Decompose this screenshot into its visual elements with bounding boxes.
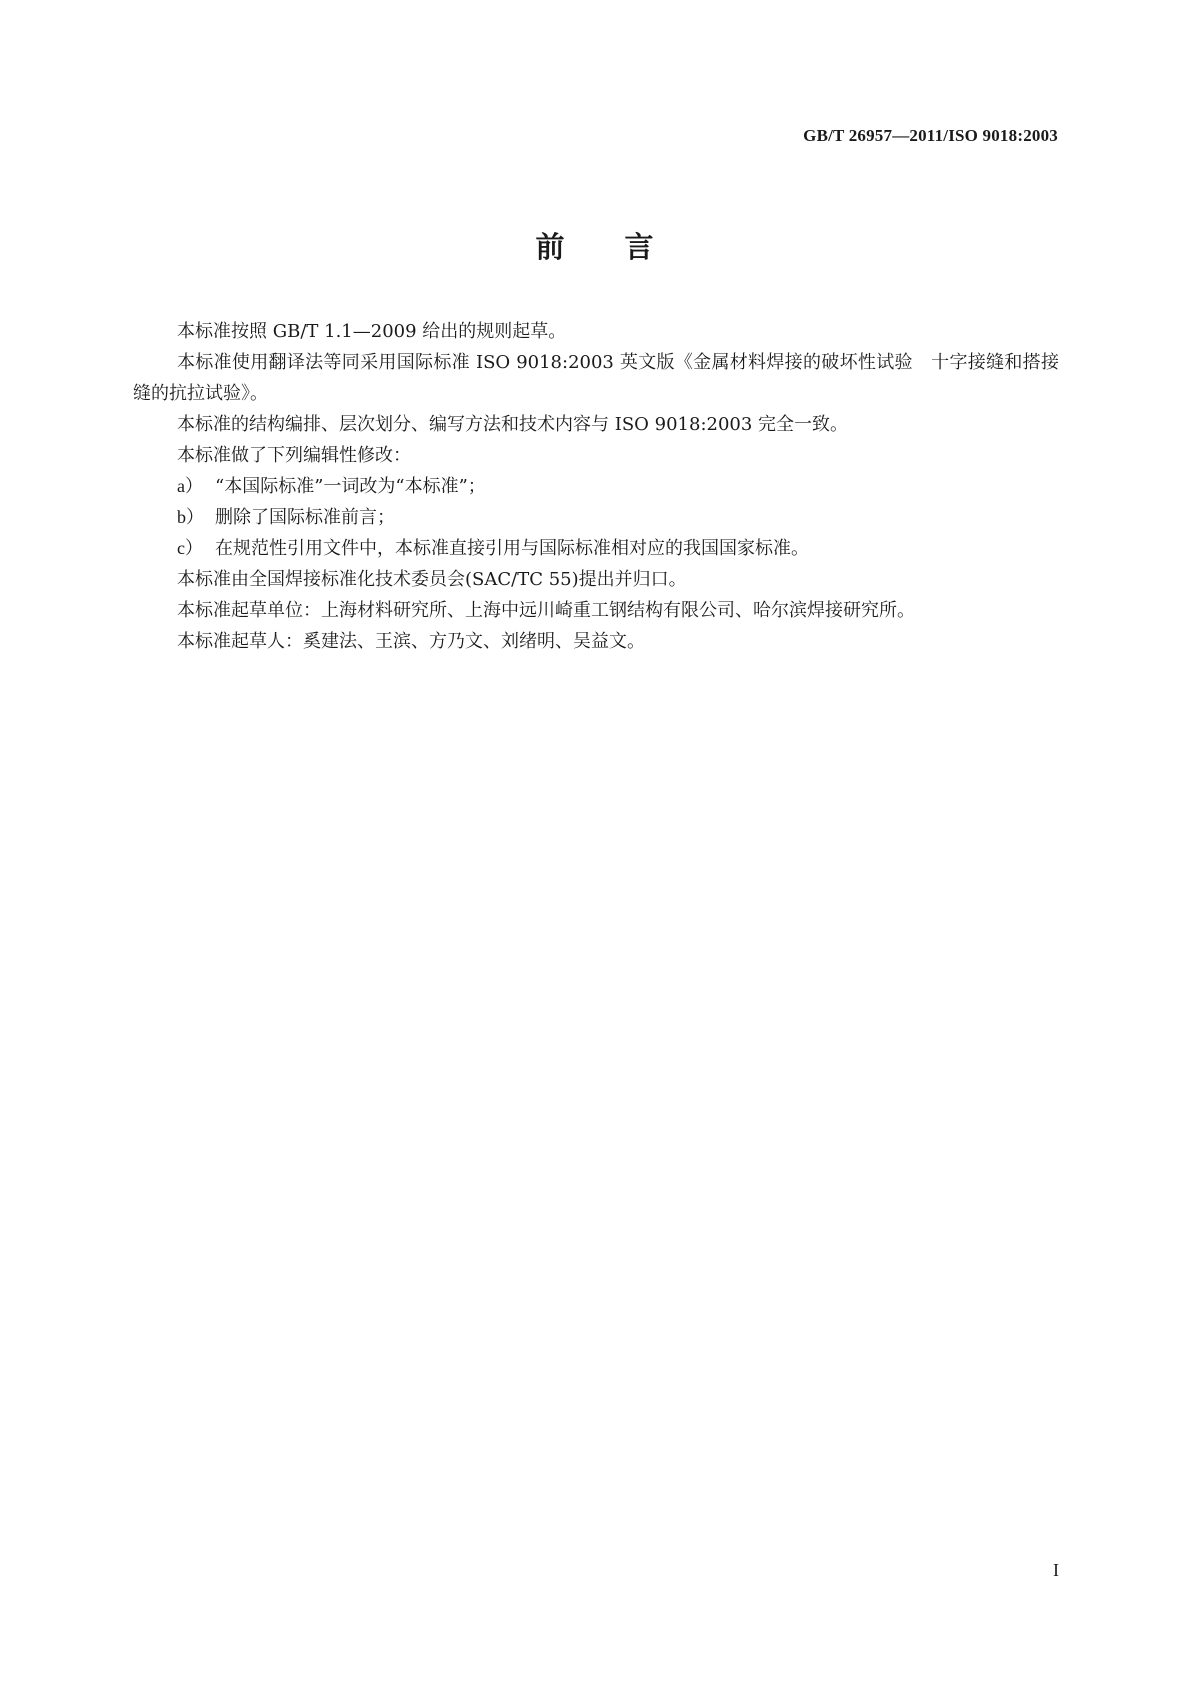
title-char-2: 言 — [624, 230, 656, 264]
page-number: I — [1053, 1560, 1059, 1580]
list-item-text: 在规范性引用文件中，本标准直接引用与国际标准相对应的我国国家标准。 — [215, 538, 809, 559]
foreword-body — [133, 316, 1059, 657]
list-item — [133, 502, 1059, 533]
paragraph-edits-intro: 本标准做了下列编辑性修改： — [177, 445, 411, 466]
paragraph-drafting-units: 本标准起草单位：上海材料研究所、上海中远川崎重工钢结构有限公司、哈尔滨焊接研究所。 — [177, 600, 915, 621]
paragraph-drafters: 本标准起草人：奚建法、王滨、方乃文、刘绪明、吴益文。 — [177, 631, 645, 652]
list-marker: b） — [177, 507, 204, 527]
paragraph-drafting-rules: 本标准按照 GB/T 1.1—2009 给出的规则起草。 — [177, 321, 567, 342]
list-item — [133, 471, 1059, 502]
paragraph-consistency: 本标准的结构编排、层次划分、编写方法和技术内容与 ISO 9018:2003 完全一致。 — [177, 414, 849, 435]
title-char-1: 前 — [535, 230, 567, 264]
paragraph-proposer: 本标准由全国焊接标准化技术委员会(SAC/TC 55)提出并归口。 — [177, 569, 687, 590]
list-item-text: 删除了国际标准前言； — [215, 507, 395, 528]
list-marker: a） — [177, 476, 203, 496]
page-title — [0, 225, 1191, 266]
paragraph-adoption: 本标准使用翻译法等同采用国际标准 ISO 9018:2003 英文版《金属材料焊接的破坏性试验 十字接缝和搭接缝的抗拉试验》。 — [133, 352, 1059, 404]
list-item-text: “本国际标准”一词改为“本标准”； — [215, 476, 486, 497]
list-marker: c） — [177, 538, 203, 558]
list-item — [133, 533, 1059, 564]
standard-number: GB/T 26957—2011/ISO 9018:2003 — [803, 126, 1058, 145]
